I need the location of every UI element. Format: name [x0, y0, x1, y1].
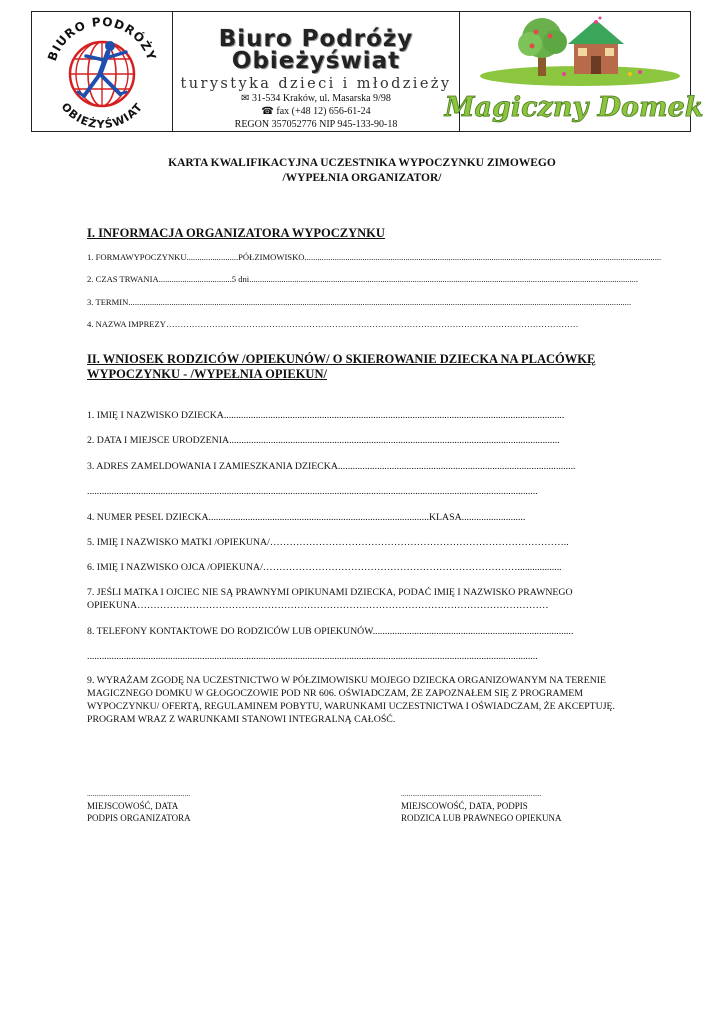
signature-parent: [401, 788, 562, 824]
field-telefony-cd[interactable]: ........................................................................................................................................................................................: [87, 651, 538, 662]
signature-organizer: [87, 788, 191, 824]
brand-name-line1: Biuro Podróży: [218, 26, 414, 52]
phone-line: ☎ fax (+48 12) 656-61-24: [261, 106, 371, 117]
signature-label-1: MIEJSCOWOŚĆ, DATA, PODPIS: [401, 801, 528, 811]
field-opiekun-prawny-label: 7. JEŚLI MATKA I OJCIEC NIE SĄ PRAWNYMI OPIKUNAMI DZIECKA, PODAĆ IMIĘ I NAZWISKO PRAWNEGO: [87, 587, 573, 598]
address-line: ✉ 31-534 Kraków, ul. Masarska 9/98: [241, 93, 391, 104]
field-telefony-kontaktowe[interactable]: 8. TELEFONY KONTAKTOWE DO RODZICÓW LUB OPIEKUNÓW..................................................................................: [87, 626, 574, 637]
section-1-heading: I. INFORMACJA ORGANIZATORA WYPOCZYNKU: [87, 226, 385, 240]
section-2-heading-line2: WYPOCZYNKU - /WYPEŁNIA OPIEKUN/: [87, 367, 327, 381]
field-adres-cd[interactable]: ........................................................................................................................................................................................: [87, 486, 538, 497]
svg-text:BIURO PODRÓŻY: BIURO PODRÓŻY: [45, 14, 159, 63]
form-subtitle: /WYPEŁNIA ORGANIZATOR/: [282, 172, 442, 184]
magiczny-domek-logo: [444, 12, 704, 130]
signature-label-2: RODZICA LUB PRAWNEGO OPIEKUNA: [401, 813, 562, 823]
signature-line[interactable]: .......................................................: [87, 789, 191, 798]
field-czas-trwania[interactable]: 2. CZAS TRWANIA..................................5 dni.....................................................................................................................................................................................: [87, 274, 639, 284]
form-title: KARTA KWALIFIKACYJNA UCZESTNIKA WYPOCZYNKU ZIMOWEGO: [168, 157, 556, 169]
svg-text:OBIEŻYŚWIAT: OBIEŻYŚWIAT: [58, 100, 146, 130]
signature-label-2: PODPIS ORGANIZATORA: [87, 813, 191, 823]
agency-info-cell: [173, 12, 460, 131]
left-logo-cell: [32, 12, 173, 131]
field-imie-nazwisko-dziecka[interactable]: 1. IMIĘ I NAZWISKO DZIECKA...........................................................................................................................................: [87, 410, 565, 421]
field-adres-zameldowania[interactable]: 3. ADRES ZAMELDOWANIA I ZAMIESZKANIA DZIECKA.................................................................................................: [87, 461, 576, 472]
field-data-miejsce-urodzenia[interactable]: 2. DATA I MIEJSCE URODZENIA.......................................................................................................................................: [87, 435, 560, 446]
obiezyswiat-logo: [32, 12, 170, 130]
field-forma-wypoczynku[interactable]: 1. FORMAWYPOCZYNKU........................PÓŁZIMOWISKO......................................................................................................................................................................: [87, 252, 662, 262]
regon-line: REGON 357052776 NIP 945-133-90-18: [234, 119, 398, 130]
brand-name-line2: Obieżyświat: [231, 48, 401, 74]
phone-icon: ☎: [261, 106, 274, 117]
envelope-icon: ✉: [241, 93, 250, 104]
field-opiekun-prawny[interactable]: OPIEKUNA………………………………………………………………………………………………………………: [87, 600, 549, 611]
field-ojciec-opiekun[interactable]: 6. IMIĘ I NAZWISKO OJCA /OPIEKUNA/……………………………………………………………………..................: [87, 562, 562, 573]
signature-label-1: MIEJSCOWOŚĆ, DATA: [87, 801, 179, 811]
consent-statement: 9. WYRAŻAM ZGODĘ NA UCZESTNICTWO W PÓŁZIMOWISKU MOJEGO DZIECKA ORGANIZOWANYM NA TERENIE MAGICZNEGO DOMKU W GŁOGOCZOWIE POD NR 606. OŚWIADCZAM, ŻE ZAPOZNAŁEM SIĘ Z PROGRAMEM WYPOCZYNKU/ OFERTĄ, REGULAMINEM POBYTU, WARUNKAMI UCZESTNICTWA I OŚWIADCZAM, ŻE AKCEPTUJĘ. PROGRAM WRAZ Z WARUNKAMI STANOWI INTEGRALNĄ CAŁOŚĆ.: [87, 675, 615, 725]
svg-text:Magiczny Domek: Magiczny Domek: [444, 92, 704, 123]
field-matka-opiekun[interactable]: 5. IMIĘ I NAZWISKO MATKI /OPIEKUNA/………………………………………………………………………………..: [87, 537, 569, 548]
tagline: turystyka dzieci i młodzieży: [180, 76, 452, 92]
field-nazwa-imprezy[interactable]: 4. NAZWA IMPREZY………………………………………………………………………………………………………………………………: [87, 319, 579, 329]
field-termin[interactable]: 3. TERMIN..........................................................................................................................................................................................................................................: [87, 297, 632, 307]
letterhead: [31, 11, 704, 132]
signature-line[interactable]: ...........................................................................: [401, 789, 542, 798]
right-logo-cell: [444, 12, 704, 131]
section-2-heading-line1: II. WNIOSEK RODZICÓW /OPIEKUNÓW/ O SKIEROWANIE DZIECKA NA PLACÓWKĘ: [87, 352, 596, 366]
field-pesel-klasa[interactable]: 4. NUMER PESEL DZIECKA..........................................................................................KLASA..........................: [87, 512, 526, 523]
